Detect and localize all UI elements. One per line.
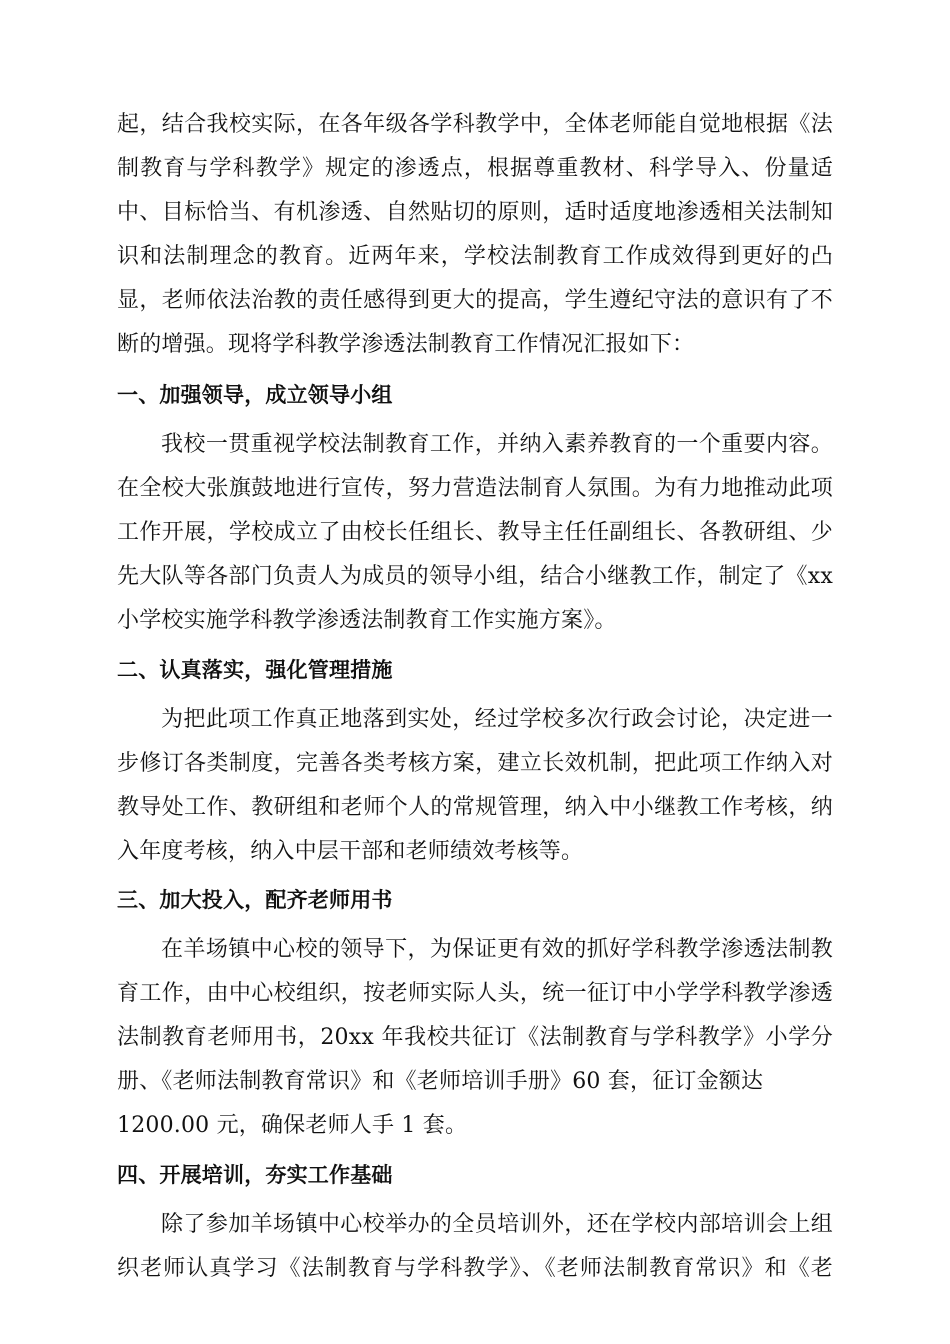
paragraph-line: 起，结合我校实际，在各年级各学科教学中，全体老师能自觉地根据《法 — [117, 112, 833, 137]
section-heading: 三、加大投入，配齐老师用书 — [117, 888, 393, 912]
paragraph-line: 识和法制理念的教育。近两年来，学校法制教育工作成效得到更好的凸 — [117, 244, 833, 269]
paragraph-line: 册、《老师法制教育常识》和《老师培训手册》60 套，征订金额达 — [117, 1069, 764, 1094]
paragraph-line: 为把此项工作真正地落到实处，经过学校多次行政会讨论，决定进一 — [161, 707, 833, 732]
paragraph-line: 小学校实施学科教学渗透法制教育工作实施方案》。 — [117, 608, 617, 633]
paragraph-line: 工作开展，学校成立了由校长任组长、教导主任任副组长、各教研组、少 — [117, 520, 833, 545]
paragraph-line: 显，老师依法治教的责任感得到更大的提高，学生遵纪守法的意识有了不 — [117, 288, 833, 313]
paragraph-line: 断的增强。现将学科教学渗透法制教育工作情况汇报如下： — [117, 332, 695, 357]
paragraph-line: 制教育与学科教学》规定的渗透点，根据尊重教材、科学导入、份量适 — [117, 156, 833, 181]
paragraph-line: 中、目标恰当、有机渗透、自然贴切的原则，适时适度地渗透相关法制知 — [117, 200, 833, 225]
paragraph-line: 步修订各类制度，完善各类考核方案，建立长效机制，把此项工作纳入对 — [117, 751, 833, 776]
paragraph-line: 除了参加羊场镇中心校举办的全员培训外，还在学校内部培训会上组 — [161, 1212, 833, 1237]
paragraph-line: 法制教育老师用书，20xx 年我校共征订《法制教育与学科教学》小学分 — [117, 1025, 833, 1050]
paragraph-line: 入年度考核，纳入中层干部和老师绩效考核等。 — [117, 839, 584, 864]
paragraph-line: 我校一贯重视学校法制教育工作，并纳入素养教育的一个重要内容。 — [161, 432, 833, 457]
paragraph-line: 在全校大张旗鼓地进行宣传，努力营造法制育人氛围。为有力地推动此项 — [117, 476, 833, 501]
paragraph-line: 先大队等各部门负责人为成员的领导小组，结合小继教工作，制定了《xx — [117, 564, 833, 589]
paragraph-line: 育工作，由中心校组织，按老师实际人头，统一征订中小学学科教学渗透 — [117, 981, 833, 1006]
paragraph-line: 1200.00 元，确保老师人手 1 套。 — [117, 1113, 468, 1138]
paragraph-line: 织老师认真学习《法制教育与学科教学》、《老师法制教育常识》和《老 — [117, 1256, 833, 1281]
section-heading: 二、认真落实，强化管理措施 — [117, 658, 393, 682]
section-heading: 四、开展培训，夯实工作基础 — [117, 1163, 393, 1187]
section-heading: 一、加强领导，成立领导小组 — [117, 383, 393, 407]
paragraph-line: 在羊场镇中心校的领导下，为保证更有效的抓好学科教学渗透法制教 — [161, 937, 833, 962]
paragraph-line: 教导处工作、教研组和老师个人的常规管理，纳入中小继教工作考核，纳 — [117, 795, 833, 820]
